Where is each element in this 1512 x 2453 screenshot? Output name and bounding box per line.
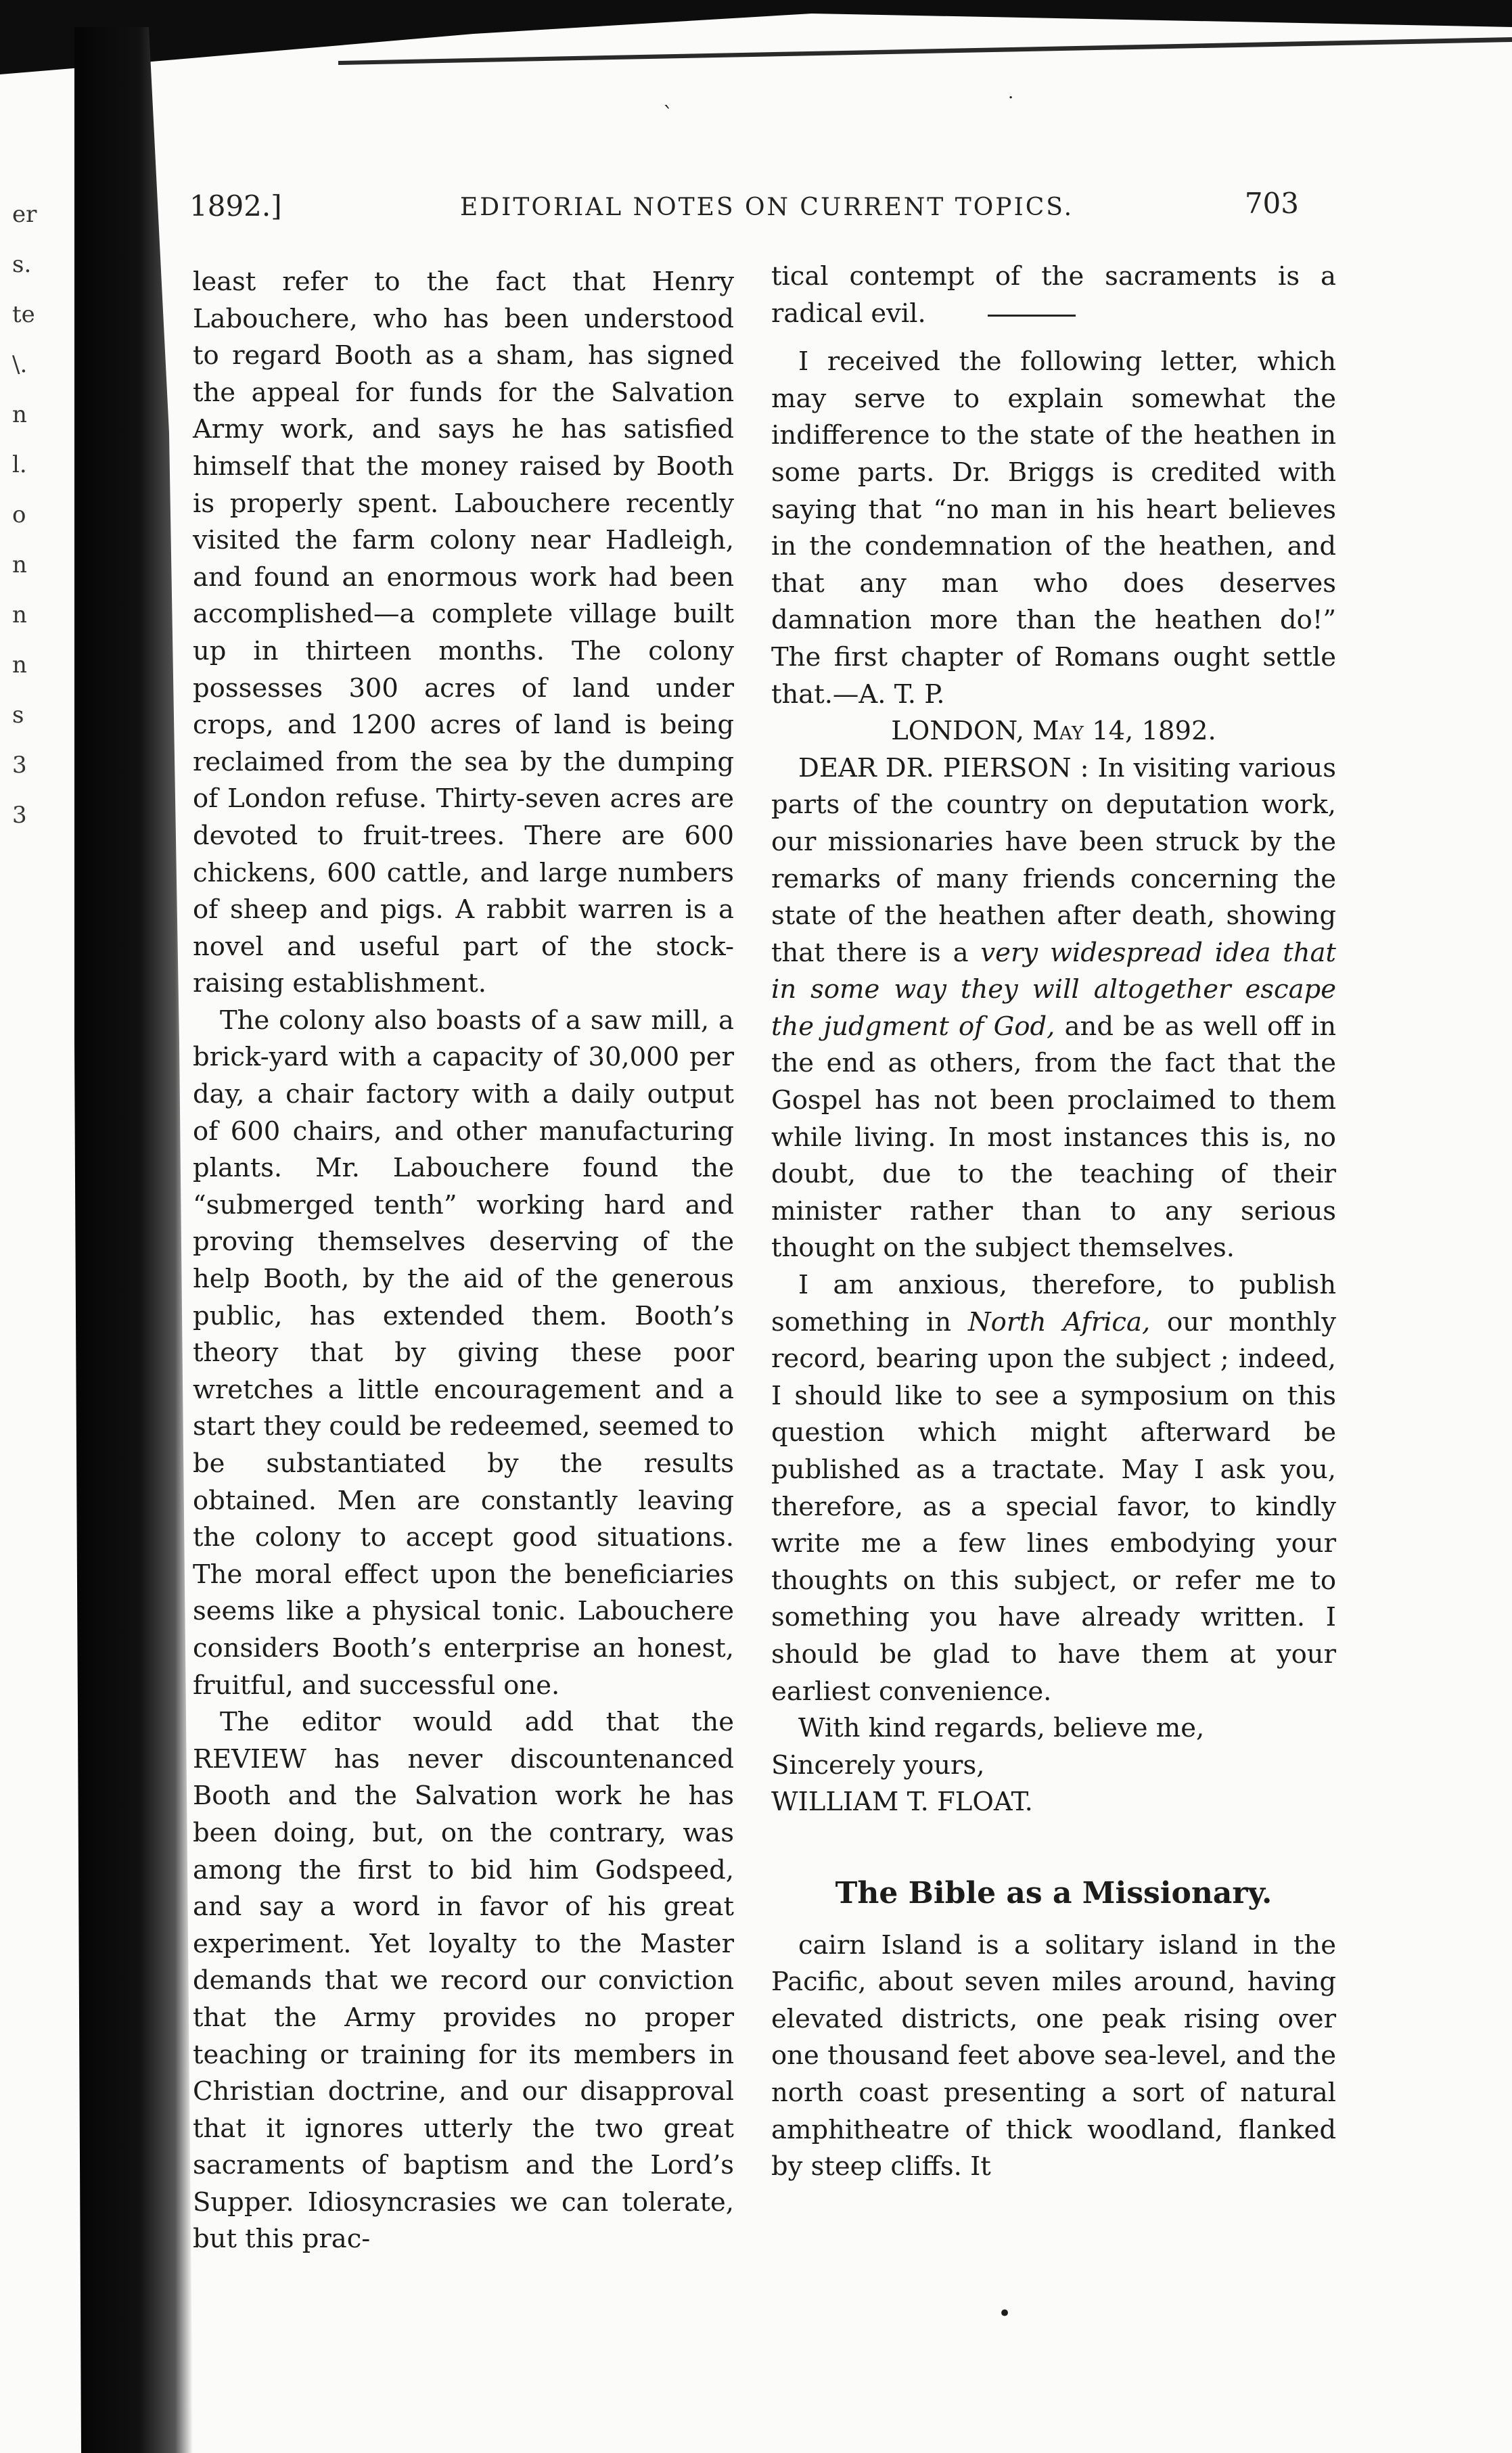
paragraph: The editor would add that the REVIEW has never discountenanced Booth and the Salvation work he has been doing, but, on the contrary, was among the first to bid him Godspeed, and say a word in favor of his great experiment. Yet loyalty to the Master demands that we record our conviction that the Army provides no proper teaching or training for its members in Christian doctrine, and our disapproval that it ignores utterly the two great sacraments of baptism and the Lord’s Supper. Idiosyncrasies we can tolerate, but this prac- bbox=[193, 1707, 734, 2255]
margin-fragment: o bbox=[12, 501, 26, 528]
margin-fragment: er bbox=[12, 201, 37, 228]
scan-speck: ` bbox=[663, 103, 673, 127]
margin-fragment: s bbox=[12, 702, 24, 729]
margin-fragment: te bbox=[12, 301, 35, 328]
binding-shadow bbox=[68, 27, 196, 2453]
paragraph: cairn Island is a solitary island in the Pacific, about seven miles around, having elevated districts, one peak rising over one thousand feet above sea-level, and the north coast presenting a sort of natural amphitheatre of thick woodland, flanked by steep cliffs. It bbox=[771, 1929, 1336, 2182]
editor-intro: I received the following letter, which may serve to explain somewhat the indifference to the state of the heathen in some parts. Dr. Briggs is credited with saying that “no man in his heart believes in the condemnation of the heathen, and that any man who does deserves damnation more than the heathen do!” The first chapter of Romans ought settle that.—A. T. P. bbox=[771, 346, 1336, 710]
scan-top-edge bbox=[0, 0, 1512, 81]
left-column bbox=[193, 264, 734, 2258]
margin-fragment: n bbox=[12, 601, 27, 628]
letter-signature: WILLIAM T. FLOAT. bbox=[771, 1787, 1033, 1818]
margin-fragment: l. bbox=[12, 451, 27, 478]
letter-paragraph bbox=[771, 750, 1336, 1267]
header-title: EDITORIAL NOTES ON CURRENT TOPICS. bbox=[460, 193, 1074, 221]
paragraph-continuation: tical contempt of the sacraments is a radical evil. bbox=[771, 261, 1336, 329]
letter-emphasis: very widespread idea that in some way they will altogether escape the judgment of God, bbox=[771, 937, 1336, 1042]
margin-fragment: s. bbox=[12, 251, 32, 278]
section-heading: The Bible as a Missionary. bbox=[835, 1875, 1273, 1910]
paragraph: The colony also boasts of a saw mill, a brick-yard with a capacity of 30,000 per day, a chair factory with a daily output of 600 chairs, and other manufacturing plants. Mr. Labouchere found the “submerged tenth” working hard and proving themselves deserving of the help Booth, by the aid of the generous public, has extended them. Booth’s theory that by giving these poor wretches a little encouragement and a start they could be redeemed, seemed to be substantiated by the results obtained. Men are constantly leaving the colony to accept good situations. The moral effect upon the beneficiaries seems like a physical tonic. Labouchere considers Booth’s enterprise an honest, fruitful, and successful one. bbox=[193, 1005, 734, 1701]
letter-emphasis: North Africa, bbox=[967, 1306, 1151, 1337]
letter-text: and be as well off in the end as others, from the fact that the Gospel has not been proclaimed to them while living. In most instances this is, no doubt, due to the teaching of their minister rather than to any serious thought on the subject themselves. bbox=[771, 1011, 1336, 1264]
letter-text: I am anxious, therefore, to publish something in bbox=[771, 1270, 1336, 1337]
page-number: 703 bbox=[1244, 187, 1299, 220]
letter-closing: With kind regards, believe me, bbox=[798, 1713, 1205, 1744]
section-rule bbox=[988, 315, 1076, 317]
margin-fragment: \. bbox=[12, 351, 28, 378]
paragraph: least refer to the fact that Henry Labouchere, who has been understood to regard Booth as a sham, has signed the appeal for funds for the Salvation Army work, and says he has satisfied himself that the money raised by Booth is properly spent. Labouchere recently visited the farm colony near Hadleigh, and found an enormous work had been accomplished—a complete village built up in thirteen months. The colony possesses 300 acres of land under crops, and 1200 acres of land is being reclaimed from the sea by the dumping of London refuse. Thirty-seven acres are devoted to fruit-trees. There are 600 chickens, 600 cattle, and large numbers of sheep and pigs. A rabbit warren is a novel and useful part of the stock-raising establishment. bbox=[193, 267, 734, 999]
scan-speck: · bbox=[1008, 88, 1014, 108]
letter-dateline: LONDON, May 14, 1892. bbox=[891, 716, 1216, 747]
margin-fragment: 3 bbox=[12, 752, 27, 779]
letter-text: In visiting various parts of the country on deputation work, our missionaries have been struck by the remarks of many friends concerning the state of the heathen after death, showing that there is a bbox=[771, 752, 1336, 968]
margin-fragment: 3 bbox=[12, 802, 27, 829]
letter-sign-off: Sincerely yours, bbox=[771, 1749, 985, 1781]
margin-fragment: n bbox=[12, 651, 27, 679]
bleed-through-fragments bbox=[0, 189, 61, 829]
letter-salutation: DEAR DR. PIERSON : bbox=[798, 752, 1089, 783]
scan-speck: • bbox=[998, 2300, 1012, 2327]
right-column bbox=[771, 258, 1336, 2186]
margin-fragment: n bbox=[12, 401, 27, 428]
running-header bbox=[189, 184, 1299, 231]
margin-fragment: n bbox=[12, 551, 27, 578]
letter-text: our monthly record, bearing upon the subject ; indeed, I should like to see a symposium on this question which might afterward be published as a tractate. May I ask you, therefore, as a special favor, to kindly write me a few lines embodying your thoughts on this subject, or refer me to something you have already written. I should be glad to have them at your earliest convenience. bbox=[771, 1306, 1336, 1707]
letter-paragraph bbox=[771, 1267, 1336, 1710]
header-year: 1892.] bbox=[189, 189, 282, 223]
